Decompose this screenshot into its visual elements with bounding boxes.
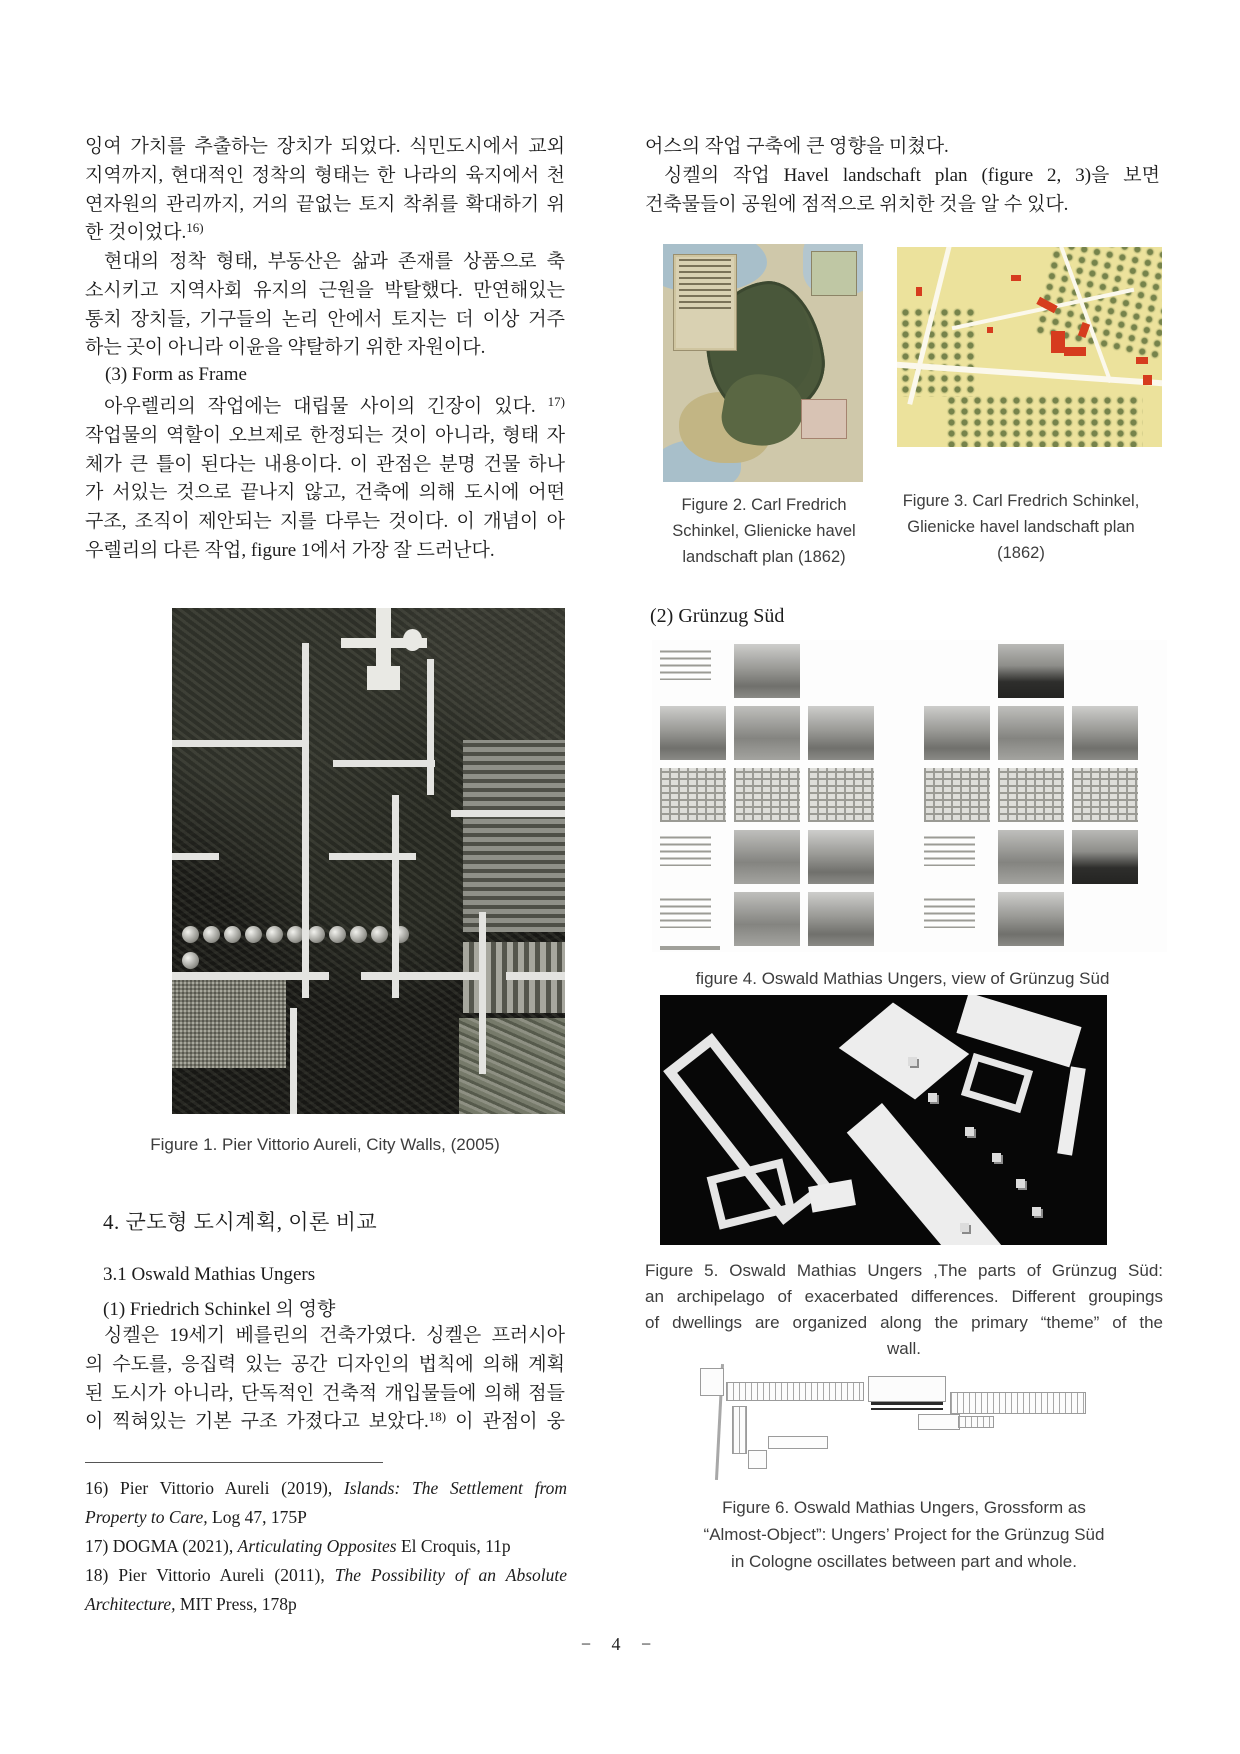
mosaic-panel-right — [924, 644, 1146, 946]
figure4-image-grunzug-views — [652, 640, 1167, 952]
figure5-image-archipelago — [660, 995, 1107, 1245]
footnote-divider — [85, 1462, 383, 1463]
paragraph-modern-settlement: 현대의 정착 형태, 부동산은 삶과 존재를 상품으로 축 소시키고 지역사회 유지의 근원을 박탈했다. 만연해있는 통치 장치들, 기구들의 논리 안에서 토지는 더 이상 거주 하는 곳이 아니라 이윤을 약탈하기 위한 자원이다. — [85, 251, 565, 359]
figure6-image-grossform-plan — [688, 1358, 1090, 1486]
paragraph-surplus-value: 잉여 가치를 추출하는 장치가 되었다. 식민도시에서 교외 지역까지, 현대적인 정착의 형태는 한 나라의 육지에서 천 연자원의 관리까지, 거의 끝없는 토지 착취를 확대하기 위 한 것이었다.$^{16)}$ — [85, 136, 565, 244]
figure6-caption: Figure 6. Oswald Mathias Ungers, Grossform as “Almost-Object”: Ungers’ Project for the Grünzug Süd in Cologne oscillates between part and whole. — [703, 1498, 1105, 1571]
palace-shape — [341, 608, 427, 714]
paragraph-aureli-tension: 아우렐리의 작업에는 대립물 사이의 긴장이 있다. $^{17)}$ 작업물의 역할이 오브제로 한정되는 것이 아니라, 형태 자 체가 큰 틀이 된다는 내용이다. 이 관점은 분명 건물 하나 가 서있는 것으로 끝나지 않고, 건축에 의해 도시에 어떤 구조, 조직이 제안되는 지를 다루는 것이다. 이 개념이 아 우렐리의 다른 작업, figure 1에서 가장 잘 드러난다. — [85, 394, 565, 561]
footnote-ref-18: 18) — [428, 1409, 447, 1425]
mosaic-footer-text — [660, 946, 720, 950]
footnote-ref-17: 17) — [547, 394, 565, 409]
footnote-16: 16) Pier Vittorio Aureli (2019), Islands: The Settlement from Property to Care, Log 47, 175P — [85, 1478, 568, 1527]
footnote-17: 17) DOGMA (2021), Articulating Opposites El Croquis, 11p — [85, 1536, 511, 1556]
speckle-block — [459, 1018, 565, 1114]
mosaic-panel-left — [660, 644, 882, 946]
figure1-caption: Figure 1. Pier Vittorio Aureli, City Walls, (2005) — [150, 1135, 500, 1154]
footnotes — [85, 1474, 567, 1619]
section4-title: 4. 군도형 도시계획, 이론 비교 — [103, 1210, 378, 1234]
section31-title: 3.1 Oswald Mathias Ungers — [103, 1264, 316, 1285]
grid-block — [172, 980, 286, 1069]
map-legend-card — [673, 254, 737, 351]
map-castle-plan — [801, 399, 847, 439]
page-number: − 4 − — [580, 1634, 660, 1654]
paragraph-schinkel: 싱켈은 19세기 베를린의 건축가였다. 싱켈은 프러시아 의 수도를, 응집력 있는 공간 디자인의 법칙에 의해 계획 된 도시가 아니라, 단독적인 건축적 개입물들에 의해 점들 이 찍혀있는 기본 구조 가졌다고 보았다.$^{18)}$ 이 관점이 웅 — [85, 1325, 565, 1433]
figure2-caption: Figure 2. Carl Fredrich Schinkel, Glienicke havel landschaft plan (1862) — [672, 496, 856, 566]
buildings-block — [463, 740, 565, 932]
figure1-image-city-walls — [172, 608, 565, 1114]
figure3-caption: Figure 3. Carl Fredrich Schinkel, Glienicke havel landschaft plan (1862) — [902, 492, 1140, 562]
figure3-image-landschaft-plan — [897, 247, 1162, 447]
subsection-form-as-frame: (3) Form as Frame — [105, 364, 247, 385]
subsection-schinkel-influence: (1) Friedrich Schinkel 의 영향 — [103, 1299, 336, 1320]
footnote-ref-16: 16) — [186, 220, 204, 236]
figure4-caption: figure 4. Oswald Mathias Ungers, view of Grünzug Süd — [695, 969, 1110, 988]
figure2-image-glienicke-map — [663, 244, 863, 482]
subsection-grunzug-sud: (2) Grünzug Süd — [650, 605, 785, 627]
paragraph-havel-plan: 어스의 작업 구축에 큰 영향을 미쳤다. 싱켈의 작업 Havel landschaft plan (figure 2, 3)을 보면 건축물들이 공원에 점적으로 위치한 것을 알 수 있다. — [645, 136, 1160, 215]
figure5-caption: Figure 5. Oswald Mathias Ungers ,The parts of Grünzug Süd: an archipelago of exacerbated differences. Different groupings of dwellings are organized along the primary “theme” of the wall. — [645, 1261, 1163, 1358]
footnote-18: 18) Pier Vittorio Aureli (2011), The Possibility of an Absolute Architecture, MIT Press, 178p — [85, 1565, 567, 1614]
map-inset — [811, 251, 857, 296]
